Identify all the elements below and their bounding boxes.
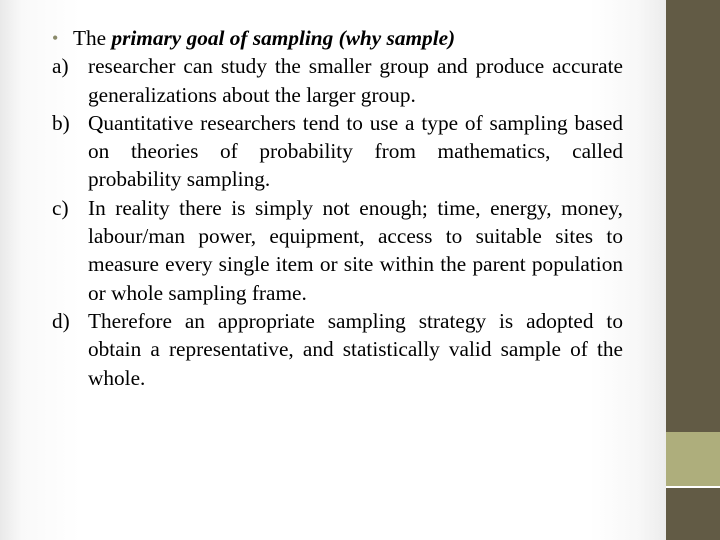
- list-item-d: [52, 307, 623, 392]
- bullet-icon: •: [52, 28, 59, 48]
- list-item-text: researcher can study the smaller group and produce accurate generalizations about the larger group.: [88, 54, 623, 107]
- slide-heading: [52, 24, 623, 52]
- slide-content: [52, 24, 623, 392]
- heading-prefix: The: [73, 26, 112, 50]
- heading-emphasis: primary goal of sampling (why sample): [111, 26, 456, 50]
- list-item-text: In reality there is simply not enough; time, energy, money, labour/man power, equipment, access to suitable sites to measure every single item or site within the parent population or whole sampling frame.: [88, 195, 623, 305]
- list-item-a: [52, 52, 623, 109]
- list-item-text: Quantitative researchers tend to use a type of sampling based on theories of probability from mathematics, called probability sampling.: [88, 110, 623, 192]
- side-band-middle: [666, 432, 720, 486]
- list-marker: a): [52, 54, 69, 79]
- side-band-top: [666, 0, 720, 432]
- list-marker: b): [52, 110, 70, 135]
- list-marker: d): [52, 308, 70, 333]
- list-item-b: [52, 109, 623, 194]
- side-band-bottom: [666, 486, 720, 540]
- list-item-c: [52, 194, 623, 307]
- list-item-text: Therefore an appropriate sampling strategy is adopted to obtain a representative, and statistically valid sample of the whole.: [88, 308, 623, 390]
- list-marker: c): [52, 195, 69, 220]
